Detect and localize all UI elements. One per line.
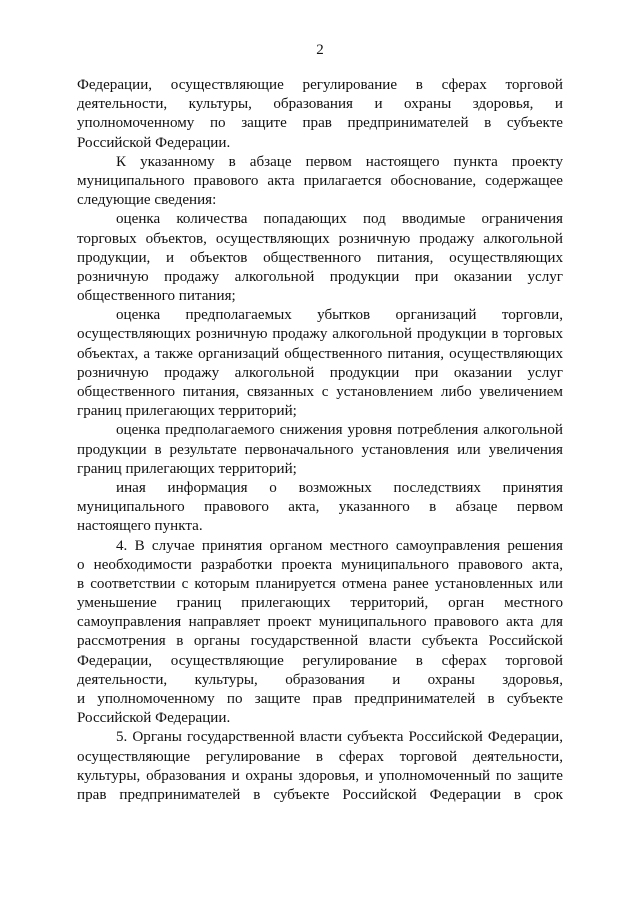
text-line: торговых объектов, осуществляющих розничную продажу алкогольной	[77, 230, 563, 247]
page-number: 2	[316, 42, 324, 58]
text-line: следующие сведения:	[77, 192, 217, 209]
text-line: самоуправления направляет проект муниципального правового акта для	[77, 614, 563, 631]
text-line: продукции, и объектов общественного питания, осуществляющих	[77, 249, 563, 266]
text-line: К указанному в абзаце первом настоящего пункта проекту	[116, 153, 563, 170]
text-line: культуры, образования и охраны здоровья, и уполномоченный по защите	[77, 767, 563, 784]
paragraph	[77, 728, 563, 805]
text-line: рассмотрения в органы государственной власти субъекта Российской	[77, 633, 563, 650]
paragraph	[77, 153, 563, 211]
text-line: осуществляющие регулирование в сферах торговой деятельности,	[77, 748, 563, 765]
paragraph	[77, 479, 563, 537]
text-line: общественного питания, связанных с установлением либо увеличением	[77, 384, 563, 400]
text-line: продукции в результате первоначального установления или увеличения	[77, 441, 563, 458]
text-line: Российской Федерации.	[77, 710, 231, 727]
text-line: Российской Федерации.	[77, 134, 231, 151]
text-line: о необходимости разработки проекта муниципального правового акта,	[77, 556, 563, 573]
text-line: оценка количества попадающих под вводимые ограничения	[116, 211, 563, 228]
paragraph	[77, 306, 563, 421]
text-line: розничную продажу алкогольной продукции при оказании услуг	[77, 364, 563, 381]
text-line: объектах, а также организаций общественного питания, осуществляющих	[77, 345, 563, 362]
paragraph	[77, 76, 563, 153]
text-line: границ прилегающих территорий;	[77, 460, 297, 477]
text-line: прав предпринимателей в субъекте Российской Федерации в срок	[77, 786, 563, 803]
text-line: розничную продажу алкогольной продукции при оказании услуг	[77, 268, 563, 285]
text-line: осуществляющих розничную продажу алкогольной продукции в торговых	[77, 326, 563, 343]
paragraph	[77, 421, 563, 479]
text-line: общественного питания;	[77, 288, 236, 305]
text-line: оценка предполагаемых убытков организаций торговли,	[116, 307, 563, 324]
text-line: уполномоченному по защите прав предпринимателей в субъекте	[77, 115, 563, 132]
text-line: деятельности, культуры, образования и охраны здоровья,	[77, 671, 563, 688]
text-line: Федерации, осуществляющие регулирование в сферах торговой	[77, 77, 563, 93]
text-line: в соответствии с которым планируется отмена ранее установленных или	[77, 575, 563, 592]
text-line: 4. В случае принятия органом местного самоуправления решения	[116, 537, 563, 554]
document-body	[77, 76, 563, 805]
paragraph	[77, 537, 563, 729]
text-line: уменьшение границ прилегающих территорий, орган местного	[77, 595, 563, 612]
text-line: 5. Органы государственной власти субъекта Российской Федерации,	[116, 729, 563, 746]
text-line: иная информация о возможных последствиях принятия	[116, 479, 563, 496]
text-line: Федерации, осуществляющие регулирование в сферах торговой	[77, 652, 563, 669]
text-line: и уполномоченному по защите прав предпринимателей в субъекте	[77, 691, 563, 707]
paragraph	[77, 210, 563, 306]
text-line: муниципального правового акта прилагается обоснование, содержащее	[77, 172, 563, 189]
text-line: оценка предполагаемого снижения уровня потребления алкогольной	[116, 422, 563, 439]
text-line: настоящего пункта.	[77, 518, 203, 535]
text-line: муниципального правового акта, указанного в абзаце первом	[77, 499, 563, 516]
text-line: деятельности, культуры, образования и охраны здоровья, и	[77, 96, 563, 113]
text-line: границ прилегающих территорий;	[77, 403, 297, 420]
